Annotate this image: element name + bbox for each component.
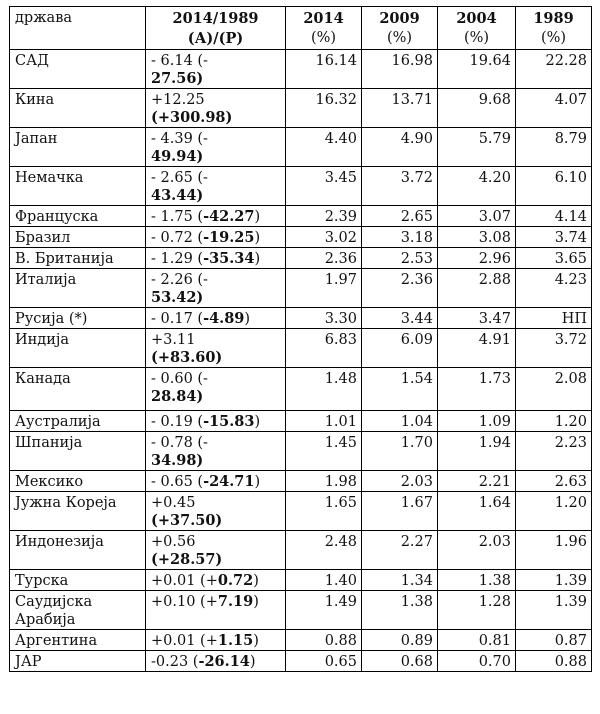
value-cell-2009: 0.68 [362, 651, 438, 672]
value-cell-2014: 2.39 [286, 206, 362, 227]
table-row [10, 471, 592, 492]
value-cell-2009: 2.65 [362, 206, 438, 227]
value-cell-2014: 4.40 [286, 128, 362, 167]
value-cell-2009: 6.09 [362, 329, 438, 368]
country-cell: Саудијска Арабија [10, 591, 146, 630]
value-cell-1989: 1.20 [516, 492, 592, 531]
table-row [10, 269, 592, 308]
change-cell: - 4.39 (- 49.94) [146, 128, 286, 167]
value-cell-2014: 1.01 [286, 411, 362, 432]
value-cell-2014: 1.98 [286, 471, 362, 492]
table-row [10, 492, 592, 531]
value-cell-2004: 3.07 [438, 206, 516, 227]
value-cell-1989: 1.96 [516, 531, 592, 570]
header-change: 2014/1989 (А)/(Р) [146, 7, 286, 50]
table-row [10, 531, 592, 570]
header-row [10, 7, 592, 50]
country-cell: Јужна Кореја [10, 492, 146, 531]
value-cell-2009: 1.70 [362, 432, 438, 471]
value-cell-2009: 1.34 [362, 570, 438, 591]
value-cell-2004: 5.79 [438, 128, 516, 167]
value-cell-2009: 2.36 [362, 269, 438, 308]
value-cell-1989: 4.07 [516, 89, 592, 128]
value-cell-2009: 2.03 [362, 471, 438, 492]
value-cell-2009: 1.67 [362, 492, 438, 531]
change-cell: +0.45 (+37.50) [146, 492, 286, 531]
value-cell-2014: 1.40 [286, 570, 362, 591]
country-cell: Мексико [10, 471, 146, 492]
value-cell-2004: 3.08 [438, 227, 516, 248]
value-cell-2009: 1.04 [362, 411, 438, 432]
value-cell-1989: 0.87 [516, 630, 592, 651]
table-row [10, 368, 592, 411]
value-cell-2014: 3.30 [286, 308, 362, 329]
value-cell-2004: 1.38 [438, 570, 516, 591]
header-2009: 2009 (%) [362, 7, 438, 50]
value-cell-2014: 16.14 [286, 50, 362, 89]
table-row [10, 411, 592, 432]
country-cell: Кина [10, 89, 146, 128]
country-cell: Бразил [10, 227, 146, 248]
change-cell: - 1.29 (-35.34) [146, 248, 286, 269]
country-cell: Аргентина [10, 630, 146, 651]
value-cell-2004: 3.47 [438, 308, 516, 329]
value-cell-2009: 3.72 [362, 167, 438, 206]
value-cell-2004: 0.70 [438, 651, 516, 672]
value-cell-2014: 2.48 [286, 531, 362, 570]
value-cell-2004: 4.20 [438, 167, 516, 206]
country-cell: Француска [10, 206, 146, 227]
country-cell: САД [10, 50, 146, 89]
value-cell-1989: 4.23 [516, 269, 592, 308]
value-cell-2009: 1.54 [362, 368, 438, 411]
value-cell-2004: 2.88 [438, 269, 516, 308]
value-cell-2014: 1.45 [286, 432, 362, 471]
value-cell-2004: 1.94 [438, 432, 516, 471]
value-cell-2014: 3.02 [286, 227, 362, 248]
country-cell: Турска [10, 570, 146, 591]
change-cell: -0.23 (-26.14) [146, 651, 286, 672]
table-row [10, 630, 592, 651]
value-cell-2009: 1.38 [362, 591, 438, 630]
country-cell: Аустралија [10, 411, 146, 432]
value-cell-2009: 3.44 [362, 308, 438, 329]
value-cell-2009: 16.98 [362, 50, 438, 89]
country-cell: В. Британија [10, 248, 146, 269]
table-row [10, 248, 592, 269]
change-cell: +0.10 (+7.19) [146, 591, 286, 630]
table-row [10, 308, 592, 329]
value-cell-2014: 1.48 [286, 368, 362, 411]
change-cell: - 0.78 (- 34.98) [146, 432, 286, 471]
change-cell: +0.01 (+0.72) [146, 570, 286, 591]
country-cell: Италија [10, 269, 146, 308]
table-row [10, 167, 592, 206]
change-cell: - 2.65 (- 43.44) [146, 167, 286, 206]
value-cell-2004: 1.73 [438, 368, 516, 411]
table-row [10, 89, 592, 128]
value-cell-2004: 9.68 [438, 89, 516, 128]
value-cell-1989: 2.63 [516, 471, 592, 492]
header-country: држава [10, 7, 146, 50]
header-1989: 1989 (%) [516, 7, 592, 50]
table-row [10, 50, 592, 89]
value-cell-1989: НП [516, 308, 592, 329]
header-2014: 2014 (%) [286, 7, 362, 50]
value-cell-2009: 3.18 [362, 227, 438, 248]
value-cell-2004: 2.21 [438, 471, 516, 492]
country-cell: Немачка [10, 167, 146, 206]
value-cell-2014: 1.97 [286, 269, 362, 308]
value-cell-2004: 1.28 [438, 591, 516, 630]
table-body [10, 50, 592, 672]
table-row [10, 651, 592, 672]
gdp-share-table [9, 6, 592, 672]
value-cell-2009: 4.90 [362, 128, 438, 167]
value-cell-2014: 2.36 [286, 248, 362, 269]
value-cell-2004: 2.03 [438, 531, 516, 570]
country-cell: Јапан [10, 128, 146, 167]
value-cell-2004: 1.09 [438, 411, 516, 432]
country-cell: Индонезија [10, 531, 146, 570]
table-row [10, 128, 592, 167]
value-cell-2014: 1.65 [286, 492, 362, 531]
table-row [10, 591, 592, 630]
value-cell-2004: 2.96 [438, 248, 516, 269]
value-cell-2009: 0.89 [362, 630, 438, 651]
value-cell-2004: 4.91 [438, 329, 516, 368]
country-cell: ЈАР [10, 651, 146, 672]
table-row [10, 432, 592, 471]
value-cell-2014: 6.83 [286, 329, 362, 368]
change-cell: +12.25 (+300.98) [146, 89, 286, 128]
value-cell-2009: 2.27 [362, 531, 438, 570]
value-cell-1989: 3.65 [516, 248, 592, 269]
value-cell-1989: 6.10 [516, 167, 592, 206]
value-cell-2014: 16.32 [286, 89, 362, 128]
header-2004: 2004 (%) [438, 7, 516, 50]
value-cell-2009: 13.71 [362, 89, 438, 128]
value-cell-1989: 4.14 [516, 206, 592, 227]
value-cell-2014: 0.88 [286, 630, 362, 651]
value-cell-2014: 0.65 [286, 651, 362, 672]
value-cell-2004: 0.81 [438, 630, 516, 651]
country-cell: Шпанија [10, 432, 146, 471]
value-cell-1989: 8.79 [516, 128, 592, 167]
change-cell: - 0.60 (- 28.84) [146, 368, 286, 411]
value-cell-1989: 2.08 [516, 368, 592, 411]
table-row [10, 206, 592, 227]
value-cell-1989: 1.39 [516, 570, 592, 591]
value-cell-1989: 22.28 [516, 50, 592, 89]
value-cell-1989: 2.23 [516, 432, 592, 471]
change-cell: - 0.65 (-24.71) [146, 471, 286, 492]
value-cell-1989: 0.88 [516, 651, 592, 672]
change-cell: - 1.75 (-42.27) [146, 206, 286, 227]
value-cell-1989: 1.20 [516, 411, 592, 432]
change-cell: - 2.26 (- 53.42) [146, 269, 286, 308]
value-cell-2004: 19.64 [438, 50, 516, 89]
value-cell-2009: 2.53 [362, 248, 438, 269]
value-cell-1989: 3.74 [516, 227, 592, 248]
country-cell: Канада [10, 368, 146, 411]
change-cell: - 0.72 (-19.25) [146, 227, 286, 248]
value-cell-2004: 1.64 [438, 492, 516, 531]
change-cell: +0.56 (+28.57) [146, 531, 286, 570]
table-row [10, 227, 592, 248]
change-cell: - 6.14 (- 27.56) [146, 50, 286, 89]
table-row [10, 570, 592, 591]
table-row [10, 329, 592, 368]
country-cell: Русија (*) [10, 308, 146, 329]
value-cell-2014: 3.45 [286, 167, 362, 206]
country-cell: Индија [10, 329, 146, 368]
change-cell: - 0.17 (-4.89) [146, 308, 286, 329]
change-cell: - 0.19 (-15.83) [146, 411, 286, 432]
value-cell-2014: 1.49 [286, 591, 362, 630]
value-cell-1989: 3.72 [516, 329, 592, 368]
change-cell: +3.11 (+83.60) [146, 329, 286, 368]
change-cell: +0.01 (+1.15) [146, 630, 286, 651]
value-cell-1989: 1.39 [516, 591, 592, 630]
